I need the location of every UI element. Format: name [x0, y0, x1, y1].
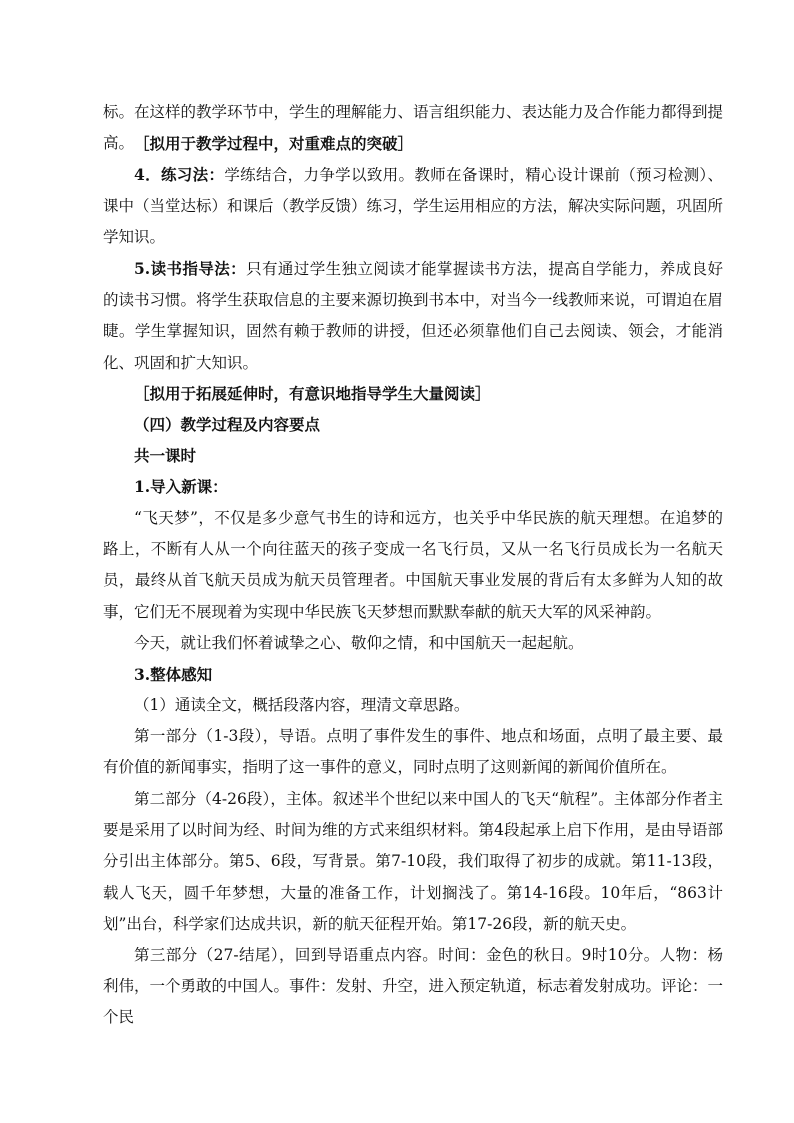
reading-guidance-text: 只有通过学生独立阅读才能掌握读书方法，提高自学能力，养成良好的读书习惯。将学生获取信息的主要来源切换到书本中，对当今一线教师来说，可谓迫在眉睫。学生掌握知识，固然有赖于教师的讲授，但还必须靠他们自己去阅读、领会，才能消化、巩固和扩大知识。	[103, 260, 724, 372]
task-read-through: （1）通读全文，概括段落内容，理清文章思路。	[134, 696, 470, 714]
paragraph-practice-method	[103, 159, 723, 254]
paragraph-part-three: 第三部分（27-结尾），回到导语重点内容。时间：金色的秋日。9时10分。人物：杨利伟，一个勇敢的中国人。事件：发射、升空，进入预定轨道，标志着发射成功。评论：一个民	[103, 946, 724, 1027]
subheading-introduction: 1.导入新课：	[134, 477, 228, 496]
paragraph-introduction: “飞天梦”，不仅是多少意气书生的诗和远方，也关乎中华民族的航天理想。在追梦的路上，不断有人从一个向往蓝天的孩子变成一名飞行员，又从一名飞行员成长为一名航天员，最终从首飞航天员成为航天员管理者。中国航天事业发展的背后有太多鲜为人知的故事，它们无不展现着为实现中华民族飞天梦想而默默奉献的航天大军的风采神韵。	[103, 509, 723, 621]
paragraph-reading-guidance	[103, 253, 723, 379]
lesson-count: 共一课时	[134, 446, 197, 465]
paragraph-part-one: 第一部分（1-3段），导语。点明了事件发生的事件、地点和场面，点明了最主要、最有价值的新闻事实，指明了这一事件的意义，同时点明了这则新闻的新闻价值所在。	[103, 727, 723, 777]
practice-method-label: 4．练习法：	[134, 165, 225, 184]
subheading-overall-perception: 3.整体感知	[134, 665, 213, 684]
reading-guidance-label: 5.读书指导法：	[134, 259, 247, 278]
paragraph-continuation: 标。在这样的教学环节中，学生的理解能力、语言组织能力、表达能力及合作能力都得到提高。	[103, 103, 724, 153]
section-heading: （四）教学过程及内容要点	[134, 415, 321, 434]
paragraph-part-two: 第二部分（4-26段），主体。叙述半个世纪以来中国人的飞天“航程”。主体部分作者主要是采用了以时间为经、时间为维的方式来组织材料。第4段起承上启下作用，是由导语部分引出主体部分。第5、6段，写背景。第7-10段，我们取得了初步的成就。第11-13段，载人飞天，圆千年梦想，大量的准备工作，计划搁浅了。第14-16段。10年后，“863计划”出台，科学家们达成共识，新的航天征程开始。第17-26段，新的航天史。	[103, 790, 723, 933]
practice-method-text: 学练结合，力争学以致用。教师在备课时，精心设计课前（预习检测）、课中（当堂达标）和课后（教学反馈）练习，学生运用相应的方法，解决实际问题，巩固所学知识。	[103, 166, 724, 247]
usage-note-heading: ［拟用于教学过程中，对重难点的突破］	[134, 134, 414, 153]
usage-note-heading-2: ［拟用于拓展延伸时，有意识地指导学生大量阅读］	[134, 384, 491, 403]
paragraph-today: 今天，就让我们怀着诚挚之心、敬仰之情，和中国航天一起起航。	[134, 634, 584, 652]
